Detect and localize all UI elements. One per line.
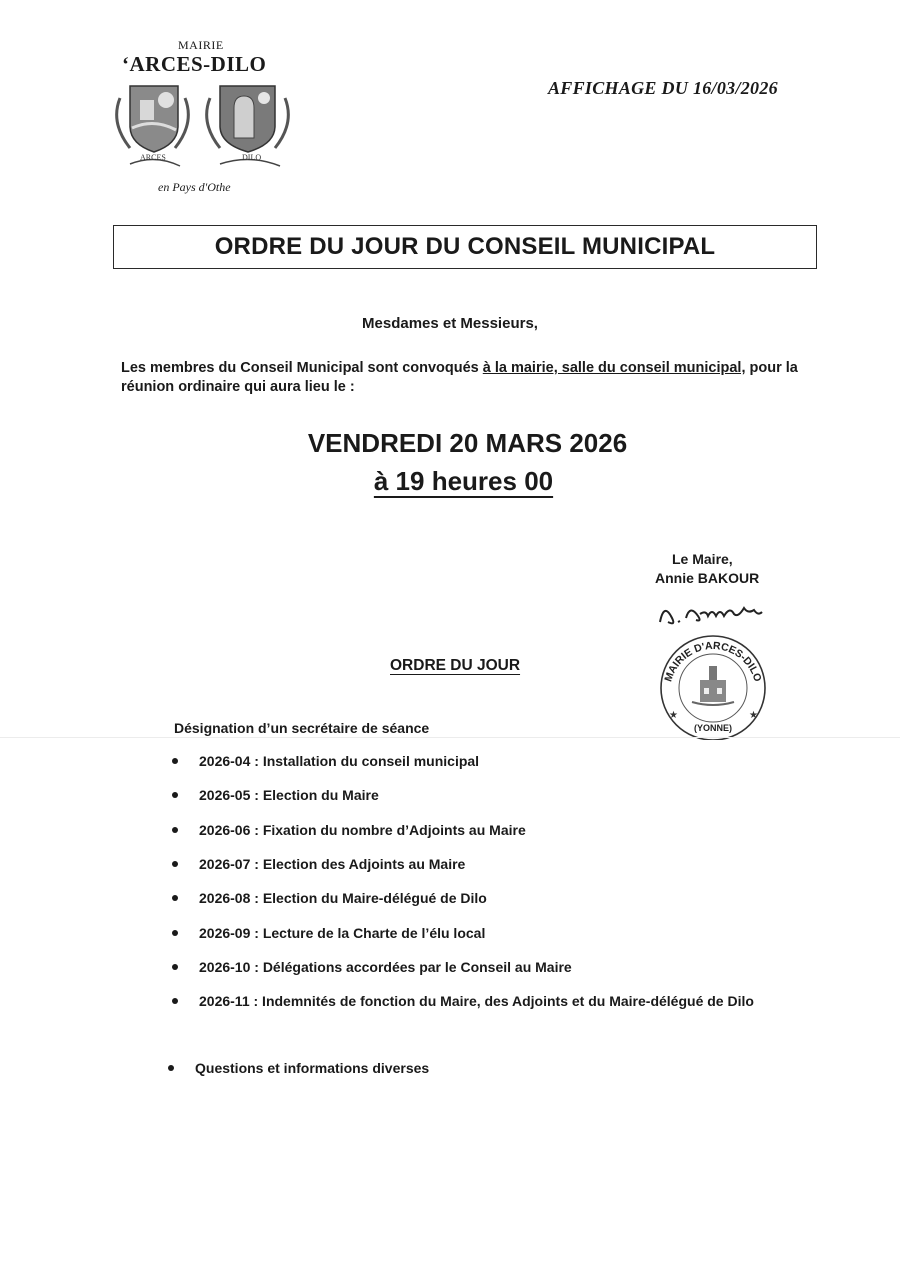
bullet-icon bbox=[172, 964, 178, 970]
posting-date: AFFICHAGE DU 16/03/2026 bbox=[548, 78, 778, 98]
handwritten-signature bbox=[650, 592, 770, 632]
agenda-designation: Désignation d’un secrétaire de séance bbox=[174, 720, 430, 736]
commune-name: ʻARCES-DILO bbox=[122, 52, 267, 76]
agenda-item: 2026-08 : Election du Maire-délégué de Dilo bbox=[172, 890, 487, 906]
agenda-item: 2026-09 : Lecture de la Charte de l’élu local bbox=[172, 925, 485, 941]
seal-department: (YONNE) bbox=[694, 723, 732, 733]
commune-coat-of-arms-logo bbox=[110, 78, 295, 178]
agenda-closing-item: Questions et informations diverses bbox=[168, 1060, 429, 1076]
meeting-time: à 19 heures 00 bbox=[373, 466, 554, 496]
document-title-box bbox=[113, 225, 817, 269]
agenda-item: 2026-05 : Election du Maire bbox=[172, 787, 379, 803]
meeting-time-line bbox=[0, 466, 900, 497]
intro-before: Les membres du Conseil Municipal sont convoqués bbox=[121, 360, 483, 376]
agenda-heading: ORDRE DU JOUR bbox=[390, 657, 521, 674]
bullet-icon bbox=[172, 861, 178, 867]
seal-star-left-icon: ★ bbox=[669, 710, 678, 721]
mairie-label: MAIRIE bbox=[178, 38, 224, 52]
intro-after: pour la réunion ordinaire qui aura lieu le : bbox=[121, 360, 798, 395]
agenda-item: 2026-04 : Installation du conseil municipal bbox=[172, 753, 479, 769]
agenda-item: 2026-07 : Election des Adjoints au Maire bbox=[172, 856, 465, 872]
salutation: Mesdames et Messieurs, bbox=[362, 315, 538, 332]
bullet-icon bbox=[172, 998, 178, 1004]
scan-artifact-line bbox=[0, 737, 900, 738]
bullet-icon bbox=[172, 792, 178, 798]
document-title: ORDRE DU JOUR DU CONSEIL MUNICIPAL bbox=[214, 233, 716, 260]
signatory-title: Le Maire, bbox=[672, 551, 733, 567]
logo-label-dilo: DILO bbox=[242, 153, 262, 162]
seal-star-right-icon: ★ bbox=[749, 710, 758, 721]
signatory-name: Annie BAKOUR bbox=[655, 570, 760, 586]
arces-shield-icon bbox=[117, 86, 189, 152]
official-mairie-seal bbox=[652, 632, 774, 740]
meeting-date: VENDREDI 20 MARS 2026 bbox=[307, 428, 628, 458]
meeting-place: à la mairie, salle du conseil municipal, bbox=[482, 360, 746, 376]
logo-tagline: en Pays d'Othe bbox=[158, 180, 231, 194]
bullet-icon bbox=[172, 758, 178, 764]
bullet-icon bbox=[168, 1065, 174, 1071]
town-building-icon bbox=[692, 666, 734, 705]
agenda-item: 2026-11 : Indemnités de fonction du Maire, des Adjoints et du Maire-délégué de Dilo bbox=[172, 993, 754, 1009]
bullet-icon bbox=[172, 930, 178, 936]
agenda-item: 2026-06 : Fixation du nombre d’Adjoints au Maire bbox=[172, 822, 526, 838]
logo-label-arces: ARCES bbox=[140, 153, 166, 162]
bullet-icon bbox=[172, 827, 178, 833]
bullet-icon bbox=[172, 895, 178, 901]
seal-text: MAIRIE D'ARCES-DILO bbox=[662, 639, 764, 684]
convocation-paragraph bbox=[121, 359, 821, 397]
dilo-shield-icon bbox=[207, 86, 289, 152]
agenda-item: 2026-10 : Délégations accordées par le Conseil au Maire bbox=[172, 959, 572, 975]
